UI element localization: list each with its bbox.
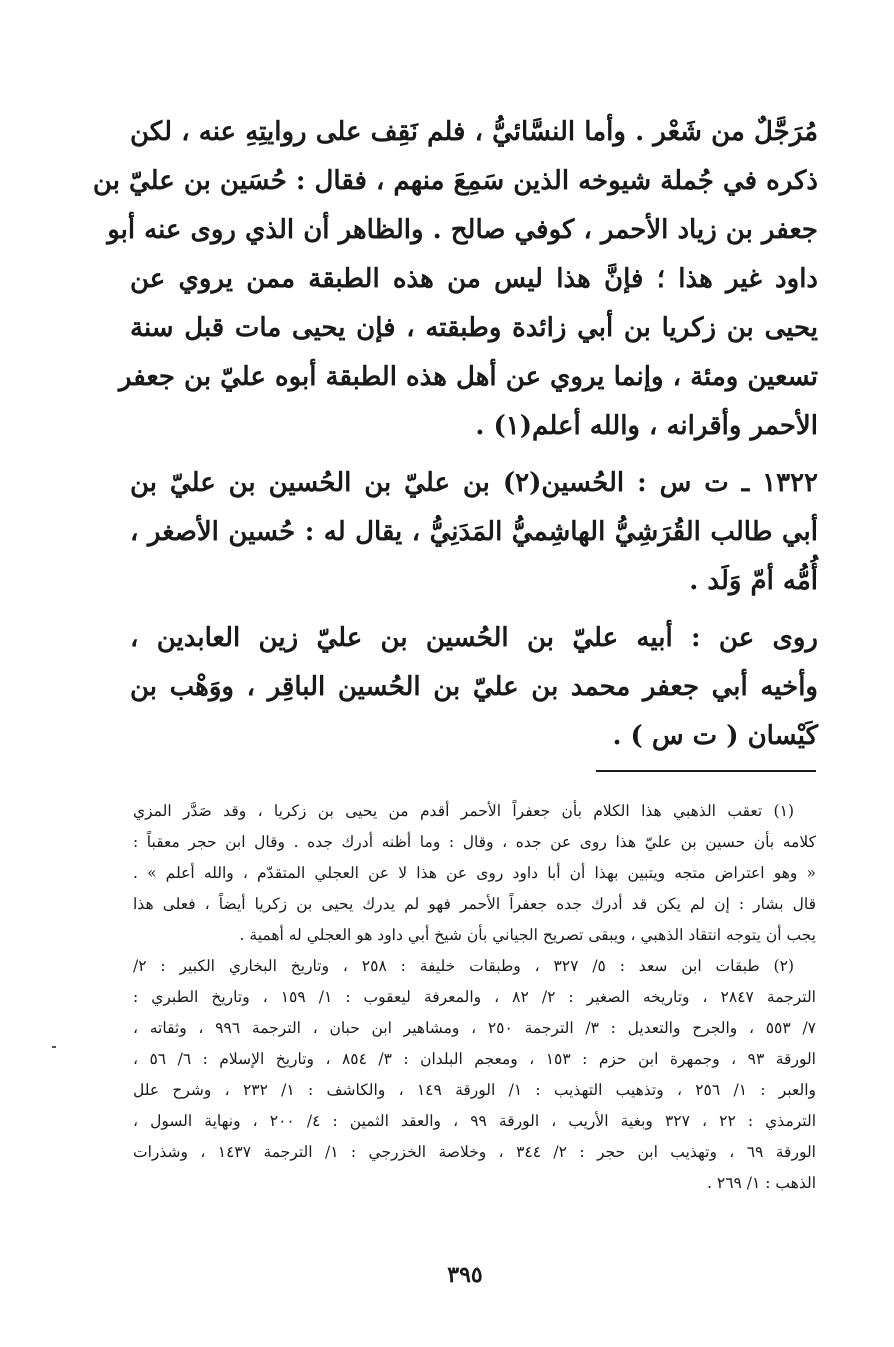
footnote-line: (١) تعقب الذهبي هذا الكلام بأن جعفراً الأحمر أقدم من يحيى بن زكريا ، وقد صَدَّر المزي [133,802,794,820]
footnote-line: الترجمة ٢٨٤٧ ، وتاريخه الصغير : ٢/ ٨٢ ، والمعرفة ليعقوب : ١/ ١٥٩ ، وتاريخ الطبري : [133,988,816,1006]
footnote-line: قال بشار : إن لم يكن قد أدرك جده جعفراً الأحمر فهو لم يدرك يحيى بن زكريا أيضاً ، فعلى هذا [133,895,816,913]
text-line: كَيْسان ( ت س ) . [612,721,818,751]
footnote-line: « وهو اعتراض متجه ويتبين بهذا أن أبا داود روى عن هذا لا عن العجلي المتقدّم ، والله أعلم » . [133,864,816,882]
footnote-line: الورقة ٦٩ ، وتهذيب ابن حجر : ٢/ ٣٤٤ ، وخلاصة الخزرجي : ١/ الترجمة ١٤٣٧ ، وشذرات [133,1143,816,1161]
text-line: الأحمر وأقرانه ، والله أعلم(١) . [475,411,818,441]
text-line: مُرَجَّلٌ من شَعْر . وأما النسَّائيُّ ، فلم نَقِف على روايتِهِ عنه ، لكن [130,117,818,147]
text-line: جعفر بن زياد الأحمر ، كوفي صالح . والظاهر أن الذي روى عنه أبو [107,215,818,245]
footnote-line: والعبر : ١/ ٢٥٦ ، وتذهيب التهذيب : ١/ الورقة ١٤٩ ، والكاشف : ١/ ٢٣٢ ، وشرح علل [133,1081,816,1099]
narrated-from-paragraph [130,614,818,761]
footnotes [133,796,816,1199]
footnote-line: الذهب : ١/ ٢٦٩ . [707,1174,816,1192]
text-line: داود غير هذا ؛ فإنَّ هذا ليس من هذه الطبقة ممن يروي عن [130,264,818,294]
footnote-line: ٧/ ٥٥٣ ، والجرح والتعديل : ٣/ الترجمة ٢٥٠ ، ومشاهير ابن حبان ، الترجمة ٩٩٦ ، وثقاته ، [133,1019,816,1037]
biography-entry [130,459,818,606]
footnote-line: يجب أن يتوجه انتقاد الذهبي ، ويبقى تصريح الجياني بأن شيخ أبي داود هو العجلي له أهمية . [239,926,816,944]
text-line: أبي طالب القُرَشِيُّ الهاشِميُّ المَدَنِيُّ ، يقال له : حُسين الأصغر ، [130,517,818,547]
scan-speck [52,1046,56,1048]
text-line: روى عن : أبيه عليّ بن الحُسين بن عليّ زين العابدين ، [130,623,818,653]
footnote-line: (٢) طبقات ابن سعد : ٥/ ٣٢٧ ، وطبقات خليفة : ٢٥٨ ، وتاريخ البخاري الكبير : ٢/ [133,957,794,975]
text-line: أُمُّه أمّ وَلَد . [689,566,818,596]
footnote-divider [596,770,816,772]
text-line: يحيى بن زكريا بن أبي زائدة وطبقته ، فإن يحيى مات قبل سنة [130,313,818,343]
text-line: وأخيه أبي جعفر محمد بن عليّ بن الحُسين الباقِر ، ووَهْب بن [130,672,818,702]
main-text [92,108,818,761]
footnote-line: الترمذي : ٢٢ ، ٣٢٧ وبغية الأريب ، الورقة ٩٩ ، والعقد الثمين : ٤/ ٢٠٠ ، ونهاية السول ، [133,1112,817,1130]
page-number: ٣٩٥ [447,1262,483,1288]
entry-heading-line: ١٣٢٢ ـ ت س : الحُسين(٢) بن عليّ بن الحُسين بن عليّ بن [130,468,818,498]
text-line: تسعين ومئة ، وإنما يروي عن أهل هذه الطبقة أبوه عليّ بن جعفر [118,362,818,392]
text-line: ذكره في جُملة شيوخه الذين سَمِعَ منهم ، فقال : حُسَين بن عليّ بن [92,166,818,196]
footnote-line: كلامه بأن حسين بن عليّ هذا روى عن جده ، وقال : وما أظنه أدرك جده . وقال ابن حجر معقباً : [133,833,816,851]
footnote-line: الورقة ٩٣ ، وجمهرة ابن حزم : ١٥٣ ، ومعجم البلدان : ٣/ ٨٥٤ ، وتاريخ الإسلام : ٦/ ٥٦ ، [133,1050,816,1068]
